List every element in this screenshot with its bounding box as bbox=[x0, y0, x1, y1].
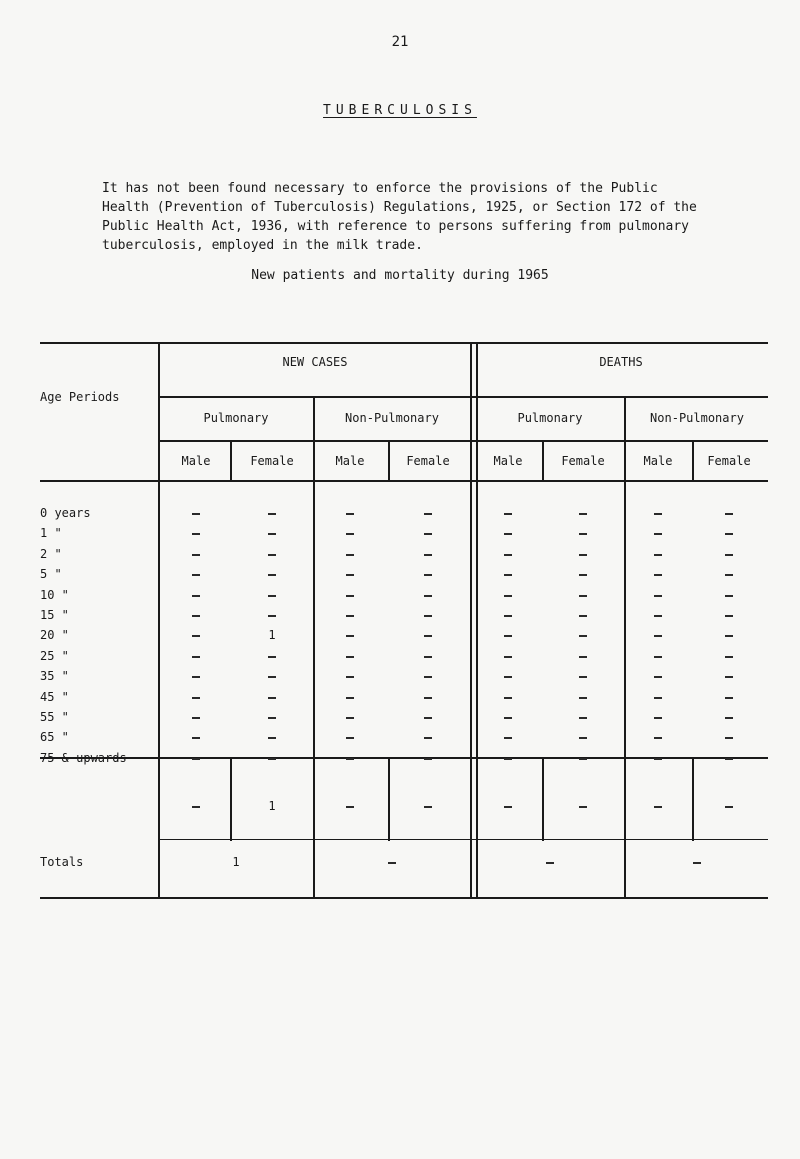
table-cell bbox=[346, 595, 354, 597]
total-cell bbox=[388, 862, 396, 864]
table-col-divider-sub-1 bbox=[230, 759, 232, 841]
table-cell bbox=[579, 554, 587, 556]
table-cell bbox=[579, 574, 587, 576]
table-col-divider-deaths-types bbox=[624, 396, 626, 899]
table-cell bbox=[504, 697, 512, 699]
table-cell bbox=[346, 758, 354, 760]
table-cell bbox=[424, 513, 432, 515]
table-cell bbox=[268, 656, 276, 658]
table-cell bbox=[192, 533, 200, 535]
subtotal-cell bbox=[725, 806, 733, 808]
table-cell bbox=[725, 615, 733, 617]
table-col-divider-sex-1 bbox=[230, 440, 232, 480]
table-cell bbox=[725, 635, 733, 637]
total-cell bbox=[693, 862, 701, 864]
table-col-divider-age bbox=[158, 342, 160, 899]
table-cell bbox=[268, 513, 276, 515]
sex-header: Male bbox=[643, 454, 673, 468]
table-cell bbox=[654, 758, 662, 760]
subtotal-cell: 1 bbox=[268, 799, 276, 813]
table-cell bbox=[192, 574, 200, 576]
age-period-label: 10 " bbox=[40, 588, 69, 602]
table-col-divider-groups bbox=[470, 342, 472, 899]
totals-label: Totals bbox=[40, 855, 84, 869]
table-cell: 1 bbox=[268, 628, 276, 642]
table-cell bbox=[504, 717, 512, 719]
table-cell bbox=[346, 717, 354, 719]
table-cell bbox=[192, 737, 200, 739]
table-col-divider-sex-2 bbox=[388, 440, 390, 480]
table-cell bbox=[654, 635, 662, 637]
table-cell bbox=[654, 533, 662, 535]
table-cell bbox=[346, 676, 354, 678]
table-cell bbox=[504, 513, 512, 515]
age-period-label: 65 " bbox=[40, 730, 69, 744]
table-cell bbox=[346, 635, 354, 637]
subtotal-cell bbox=[504, 806, 512, 808]
page-title-text: TUBERCULOSIS bbox=[323, 103, 477, 118]
table-cell bbox=[654, 737, 662, 739]
subtotal-cell bbox=[346, 806, 354, 808]
table-cell bbox=[654, 656, 662, 658]
table-cell bbox=[504, 656, 512, 658]
table-cell bbox=[424, 737, 432, 739]
table-cell bbox=[725, 656, 733, 658]
table-cell bbox=[192, 513, 200, 515]
table-cell bbox=[268, 758, 276, 760]
table-rule-subtotal bbox=[160, 839, 768, 840]
sex-header: Female bbox=[250, 454, 294, 468]
table-cell bbox=[268, 533, 276, 535]
subtotal-cell bbox=[424, 806, 432, 808]
table-cell bbox=[346, 574, 354, 576]
table-cell bbox=[346, 615, 354, 617]
table-cell bbox=[346, 697, 354, 699]
new-cases-header: NEW CASES bbox=[282, 355, 348, 369]
table-cell bbox=[504, 533, 512, 535]
table-cell bbox=[424, 615, 432, 617]
table-cell bbox=[192, 717, 200, 719]
sex-header: Female bbox=[707, 454, 751, 468]
table-cell bbox=[654, 697, 662, 699]
age-period-label: 15 " bbox=[40, 608, 69, 622]
sub-header-deaths-nonpulmonary: Non-Pulmonary bbox=[650, 411, 744, 425]
age-period-label: 20 " bbox=[40, 628, 69, 642]
subtotal-cell bbox=[579, 806, 587, 808]
table-cell bbox=[268, 737, 276, 739]
table-cell bbox=[424, 574, 432, 576]
table-cell bbox=[424, 635, 432, 637]
table-cell bbox=[192, 676, 200, 678]
table-col-divider-sub-4 bbox=[692, 759, 694, 841]
table-cell bbox=[579, 533, 587, 535]
table-cell bbox=[424, 697, 432, 699]
age-period-label: 25 " bbox=[40, 649, 69, 663]
table-cell bbox=[654, 574, 662, 576]
table-col-divider-sub-3 bbox=[542, 759, 544, 841]
table-col-divider-groups-double bbox=[476, 342, 478, 899]
table-cell bbox=[725, 737, 733, 739]
table-cell bbox=[504, 554, 512, 556]
table-rule-sexheader bbox=[160, 440, 768, 442]
table-cell bbox=[192, 697, 200, 699]
table-cell bbox=[725, 676, 733, 678]
table-cell bbox=[579, 676, 587, 678]
table-caption: New patients and mortality during 1965 bbox=[251, 268, 549, 283]
table-cell bbox=[725, 513, 733, 515]
table-cell bbox=[346, 737, 354, 739]
table-border-bottom bbox=[40, 897, 768, 899]
sub-header-deaths-pulmonary: Pulmonary bbox=[517, 411, 583, 425]
table-cell bbox=[268, 615, 276, 617]
sex-header: Female bbox=[561, 454, 605, 468]
table-col-divider-newcases-types bbox=[313, 396, 315, 899]
total-cell bbox=[546, 862, 554, 864]
table-cell bbox=[579, 697, 587, 699]
table-cell bbox=[192, 595, 200, 597]
sub-header-new-pulmonary: Pulmonary bbox=[203, 411, 269, 425]
sub-header-new-nonpulmonary: Non-Pulmonary bbox=[345, 411, 439, 425]
table-cell bbox=[654, 554, 662, 556]
table-cell bbox=[346, 533, 354, 535]
table-cell bbox=[424, 533, 432, 535]
table-cell bbox=[268, 554, 276, 556]
table-cell bbox=[579, 737, 587, 739]
age-period-label: 75 & upwards bbox=[40, 751, 127, 765]
table-cell bbox=[346, 554, 354, 556]
subtotal-cell bbox=[192, 806, 200, 808]
age-period-label: 45 " bbox=[40, 690, 69, 704]
table-cell bbox=[424, 656, 432, 658]
table-cell bbox=[654, 595, 662, 597]
age-period-label: 55 " bbox=[40, 710, 69, 724]
age-period-label: 0 years bbox=[40, 506, 91, 520]
age-period-label: 1 " bbox=[40, 526, 62, 540]
table-cell bbox=[504, 635, 512, 637]
table-cell bbox=[346, 513, 354, 515]
table-cell bbox=[192, 758, 200, 760]
table-cell bbox=[424, 554, 432, 556]
table-cell bbox=[654, 513, 662, 515]
table-cell bbox=[504, 758, 512, 760]
subtotal-cell bbox=[654, 806, 662, 808]
table-cell bbox=[725, 595, 733, 597]
table-cell bbox=[579, 656, 587, 658]
table-cell bbox=[504, 615, 512, 617]
table-cell bbox=[725, 554, 733, 556]
table-cell bbox=[579, 615, 587, 617]
table-cell bbox=[268, 676, 276, 678]
table-cell bbox=[424, 676, 432, 678]
table-rule-subheader bbox=[160, 396, 768, 398]
age-period-label: 2 " bbox=[40, 547, 62, 561]
intro-paragraph: It has not been found necessary to enforce the provisions of the Public Health (Prevention of Tuberculosis) Regulations, 1925, or Section 172 of the Public Health Act, 1936, with reference to persons suffering from pulmonary tuberculosis, employed in the milk trade. bbox=[102, 181, 697, 253]
table-cell bbox=[424, 758, 432, 760]
table-cell bbox=[654, 615, 662, 617]
table-cell bbox=[192, 635, 200, 637]
age-period-label: 35 " bbox=[40, 669, 69, 683]
table-cell bbox=[268, 717, 276, 719]
deaths-header: DEATHS bbox=[599, 355, 643, 369]
table-border-top bbox=[40, 342, 768, 344]
sex-header: Female bbox=[406, 454, 450, 468]
table-col-divider-sex-4 bbox=[692, 440, 694, 480]
table-cell bbox=[725, 574, 733, 576]
page-number: 21 bbox=[391, 34, 409, 50]
table-cell bbox=[654, 717, 662, 719]
table-col-divider-sex-3 bbox=[542, 440, 544, 480]
table-cell bbox=[424, 717, 432, 719]
table-cell bbox=[579, 635, 587, 637]
table-cell bbox=[579, 758, 587, 760]
table-rule-header-bottom bbox=[40, 480, 768, 482]
table-cell bbox=[192, 656, 200, 658]
age-periods-header: Age Periods bbox=[40, 390, 120, 404]
table-cell bbox=[268, 574, 276, 576]
table-cell bbox=[504, 574, 512, 576]
table-cell bbox=[192, 615, 200, 617]
sex-header: Male bbox=[181, 454, 211, 468]
sex-header: Male bbox=[335, 454, 365, 468]
sex-header: Male bbox=[493, 454, 523, 468]
table-cell bbox=[725, 697, 733, 699]
table-cell bbox=[504, 737, 512, 739]
table-cell bbox=[192, 554, 200, 556]
table-cell bbox=[424, 595, 432, 597]
table-cell bbox=[504, 676, 512, 678]
table-cell bbox=[654, 676, 662, 678]
table-cell bbox=[725, 717, 733, 719]
table-cell bbox=[346, 656, 354, 658]
table-col-divider-sub-2 bbox=[388, 759, 390, 841]
age-period-label: 5 " bbox=[40, 567, 62, 581]
table-cell bbox=[268, 595, 276, 597]
table-cell bbox=[725, 758, 733, 760]
table-cell bbox=[579, 595, 587, 597]
table-cell bbox=[268, 697, 276, 699]
table-cell bbox=[504, 595, 512, 597]
table-cell bbox=[579, 513, 587, 515]
total-cell: 1 bbox=[232, 855, 240, 869]
table-cell bbox=[725, 533, 733, 535]
table-cell bbox=[579, 717, 587, 719]
